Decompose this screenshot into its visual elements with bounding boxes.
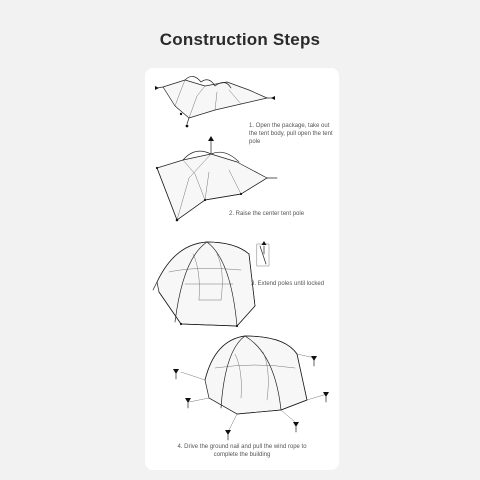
step-4-illustration — [173, 336, 329, 440]
step-2-label: 2. Raise the center tent pole — [229, 211, 305, 217]
step-1-illustration — [155, 76, 275, 127]
instructions-card — [145, 68, 339, 470]
page-title: Construction Steps — [159, 30, 321, 49]
step-4-label: 4. Drive the ground nail and pull the wind rope to complete the building — [177, 444, 307, 458]
step-3-label: 3. Extend poles until locked — [251, 281, 325, 287]
step-1-label: 1. Open the package, take out the tent body, pull open the tent pole — [249, 123, 333, 145]
step-2-illustration — [156, 136, 277, 221]
